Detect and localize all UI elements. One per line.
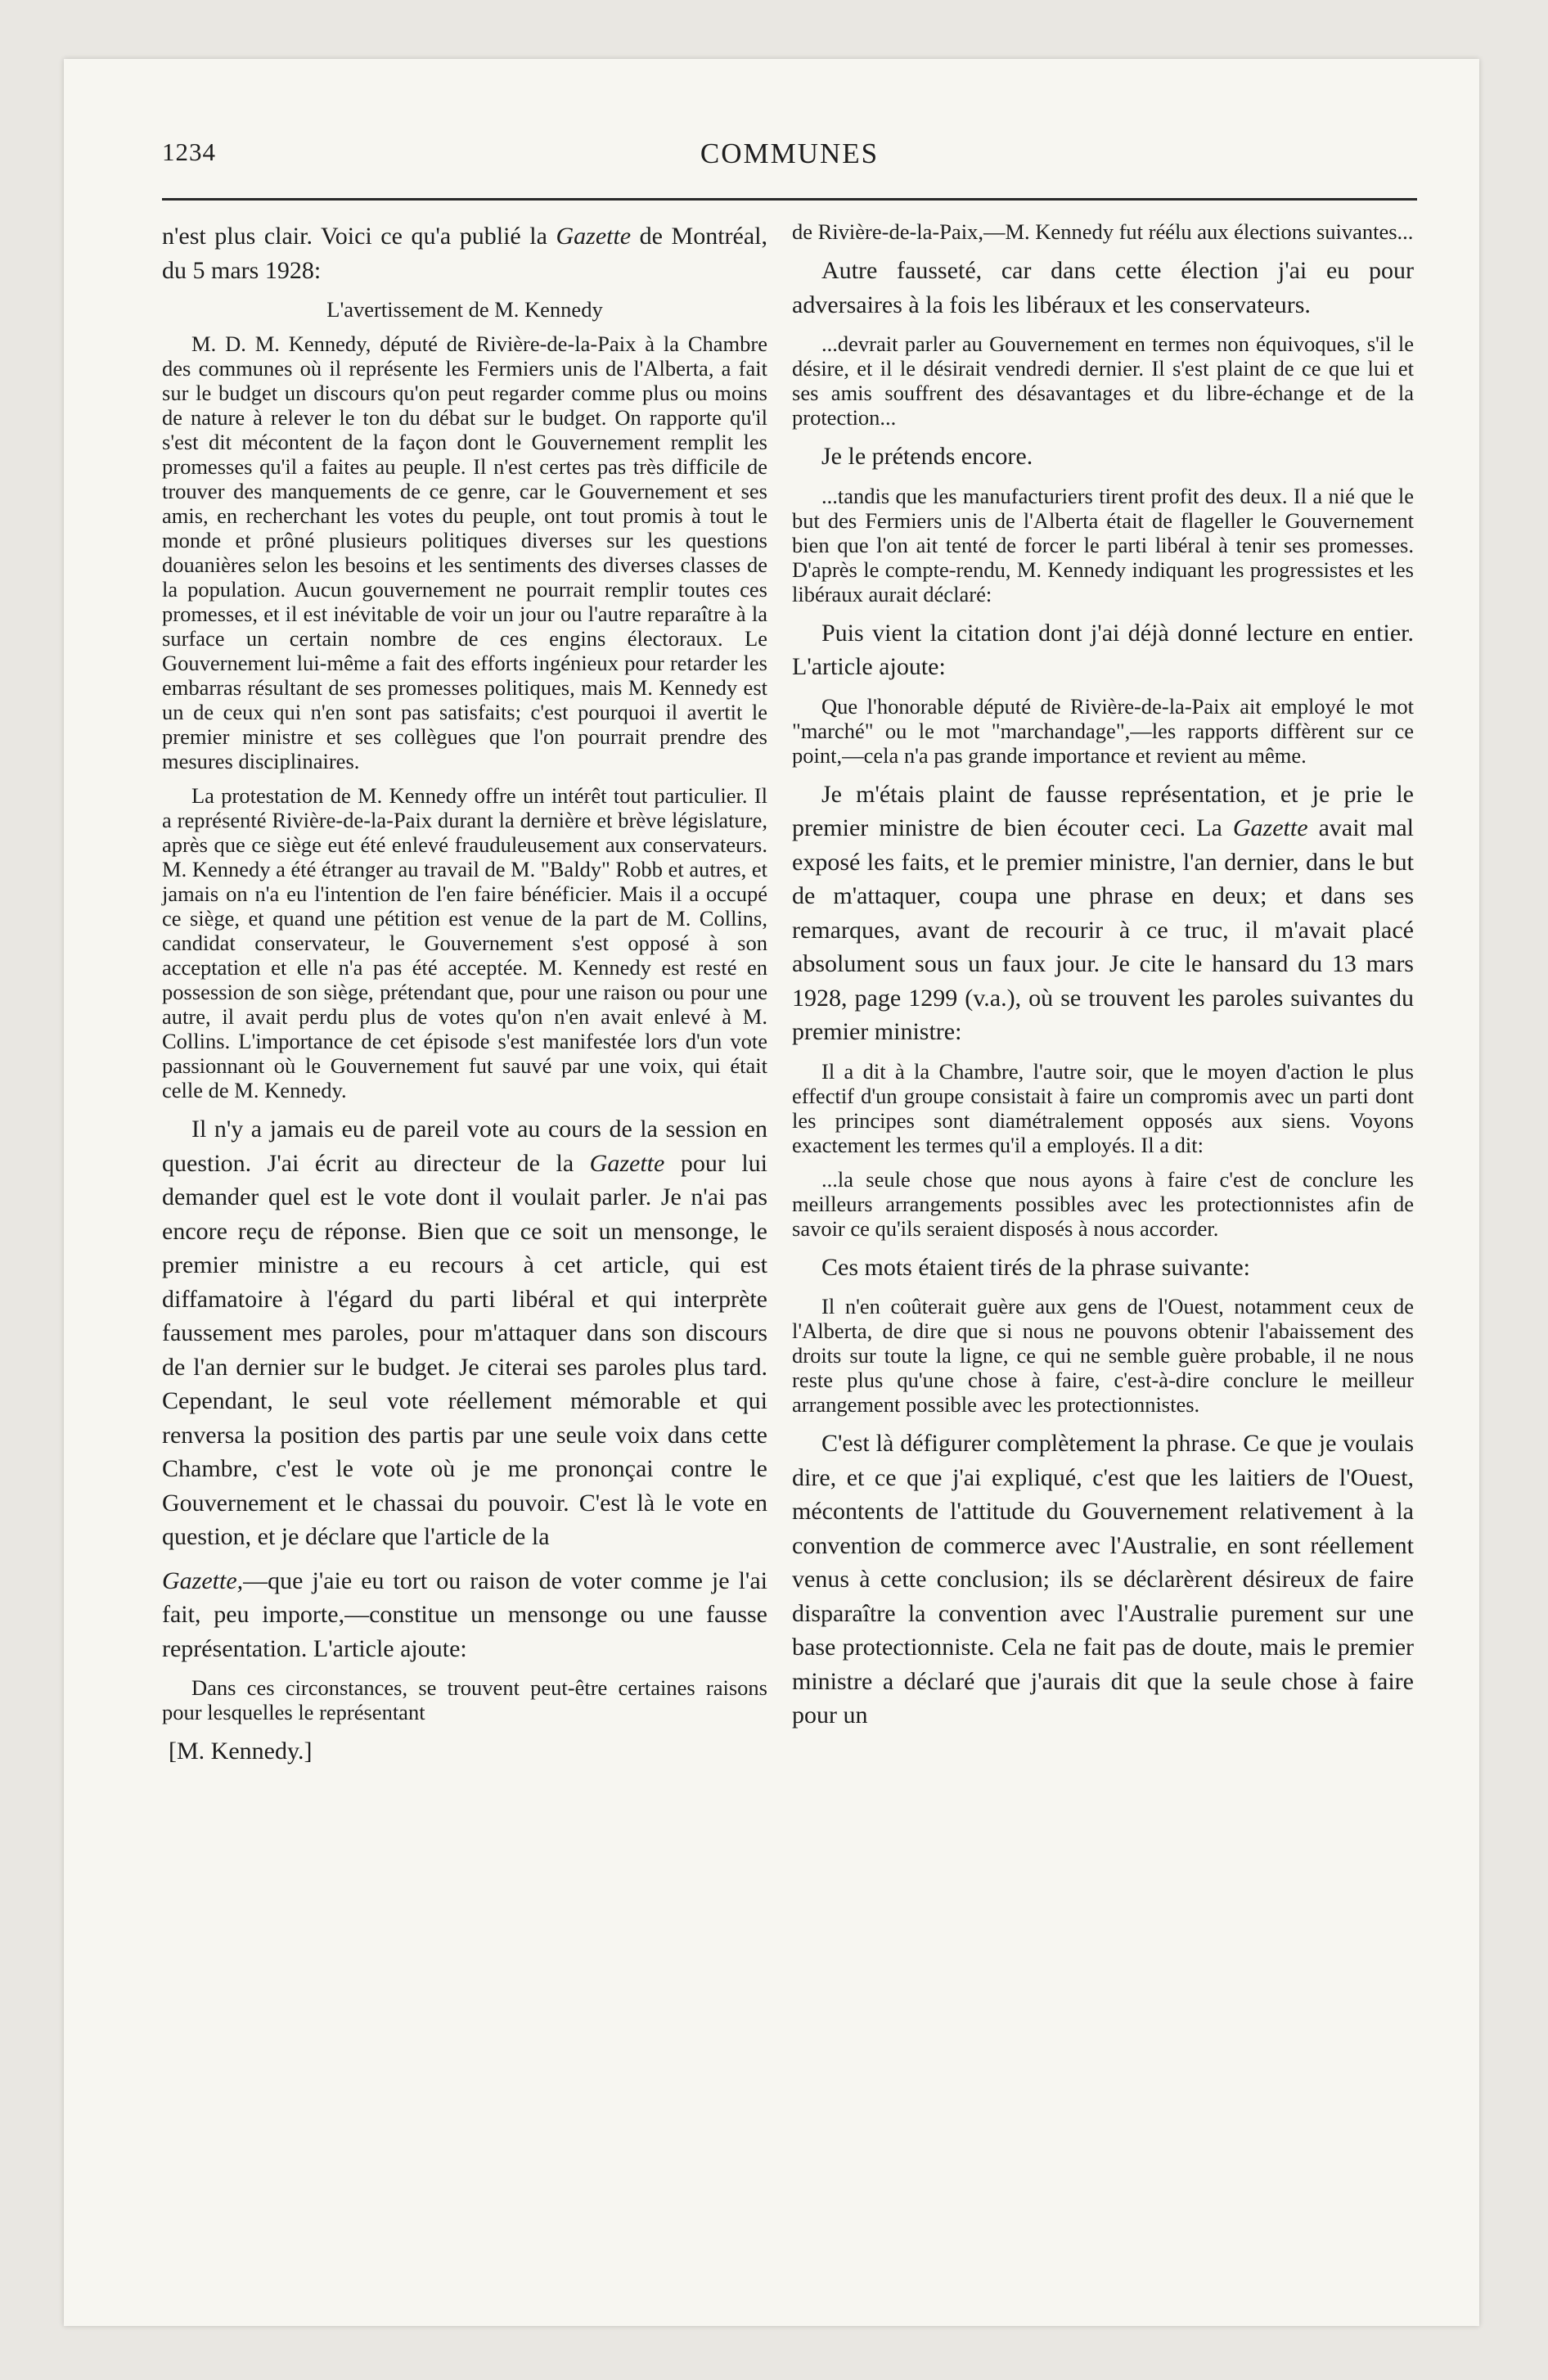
paragraph — [792, 778, 1414, 1049]
paragraph — [162, 1564, 767, 1666]
paragraph — [792, 254, 1414, 322]
quoted-paragraph — [792, 1167, 1414, 1241]
paragraph-text: Que l'honorable député de Rivière-de-la-Paix ait employé le mot "marché" ou le mot "marchandage",—les rapports diffèrent sur ce point,—cela n'a pas grande importance et revient au même. — [792, 693, 1414, 768]
paragraph-text-continued: pour lui demander quel est le vote dont il voulait parler. Je n'ai pas encore reçu de réponse. Bien que ce soit un mensonge, le premier ministre a eu recours à cet article, qui est diffamatoire à l'égard du parti libéral et qui interprète faussement mes paroles, pour m'attaquer dans son discours de l'an dernier sur le budget. Je citerai ses paroles plus tard. Cependant, le seul vote réellement mémorable et qui renversa la position des partis par une seule voix dans cette Chambre, c'est le vote où je me prononçai contre le Gouvernement et le chassai du pouvoir. C'est là le vote en question, et je déclare que l'article de la — [162, 1149, 768, 1550]
paragraph-text: ...tandis que les manufacturiers tirent profit des deux. Il a nié que le but des Fermiers unis de l'Alberta était de flageller le Gouvernement bien que l'on ait tenté de forcer le parti libéral à tenir ses promesses. D'après le compte-rendu, M. Kennedy indiquant les progressistes et les libéraux aurait déclaré: — [792, 483, 1414, 606]
paragraph — [162, 219, 767, 287]
paragraph-text: C'est là défigurer complètement la phrase. Ce que je voulais dire, et ce que j'ai expliqué, c'est que les laitiers de l'Ouest, mécontents de l'attitude du Gouvernement relativement à la convention de commerce avec l'Australie, en sont réellement venus à cette conclusion; ils se déclarèrent désireux de faire disparaître la convention avec l'Australie purement sur une base protectionniste. Cela ne fait pas de doute, mais le premier ministre a déclaré que j'aurais dit que la seule chose à faire pour un — [792, 1430, 1414, 1729]
quoted-paragraph — [162, 1675, 767, 1724]
paragraph-text: ...devrait parler au Gouvernement en termes non équivoques, s'il le désire, et il le désirait vendredi dernier. Il s'est plaint de ce que lui et ses amis souffrent des désavantages et du libre-échange et de la protection... — [792, 331, 1414, 430]
paragraph-text: ...la seule chose que nous ayons à faire c'est de conclure les meilleurs arrangements possibles avec les protectionnistes afin de savoir ce qu'ils seraient disposés à nous accorder. — [792, 1166, 1414, 1241]
publication-name: Gazette — [556, 223, 632, 250]
left-column — [162, 219, 767, 1778]
quoted-paragraph — [162, 783, 767, 1102]
paragraph-text: Il a dit à la Chambre, l'autre soir, que le moyen d'action le plus effectif d'un groupe consistait à faire un compromis avec un parti dont les principes sont diamétralement opposés aux siens. Voyons exactement les termes qu'il a employés. Il a dit: — [792, 1058, 1414, 1157]
paragraph-text: Il n'en coûterait guère aux gens de l'Ouest, notamment ceux de l'Alberta, de dire que si nous ne pouvons obtenir l'abaissement des droits sur toute la ligne, ce qui ne semble guère probable, il ne nous reste plus qu'une chose à faire, c'est-à-dire conclure le meilleur arrangement possible avec les protectionnistes. — [792, 1294, 1414, 1417]
paragraph — [792, 616, 1414, 684]
quoted-paragraph — [792, 694, 1414, 768]
quoted-paragraph — [792, 219, 1414, 244]
paragraph-text: Je m'étais plaint de fausse représentation, et je prie le premier ministre de bien écouter ceci. La — [792, 780, 1414, 841]
quoted-paragraph — [792, 331, 1414, 430]
paragraph-text: Je le prétends encore. — [821, 443, 1033, 470]
paragraph-text: n'est plus clair. Voici ce qu'a publié la — [162, 223, 556, 250]
paragraph — [792, 1427, 1414, 1733]
paragraph-text: La protestation de M. Kennedy offre un intérêt tout particulier. Il a représenté Rivière-de-la-Paix durant la dernière et brève législature, après que ce siège eut été enlevé frauduleusement aux conservateurs. M. Kennedy a été étranger au travail de M. "Baldy" Robb et autres, et jamais on n'a eu l'intention de l'en faire bénéficier. Mais il a occupé ce siège, et quand une pétition est venue de la part de M. Collins, candidat conservateur, le Gouvernement s'est opposé à son acceptation et elle n'a pas été acceptée. M. Kennedy est resté en possession de son siège, prétendant que, pour une raison ou pour une autre, il avait perdu plus de votes qu'on n'en avait enlevé à M. Collins. L'importance de cet épisode s'est manifestée lors d'un vote passionnant où le Gouvernement fut sauvé par une voix, qui était celle de M. Kennedy. — [162, 783, 767, 1102]
publication-name: Gazette — [589, 1149, 665, 1177]
paragraph-text: M. D. M. Kennedy, député de Rivière-de-la-Paix à la Chambre des communes où il représente les Fermiers unis de l'Alberta, a fait sur le budget un discours qu'on peut regarder comme plus ou moins de nature à relever le ton du débat sur le budget. On rapporte qu'il s'est dit mécontent de la façon dont le Gouvernement remplit les promesses qu'il a faites au peuple. Il n'est certes pas très difficile de trouver des manquements de ce genre, car le Gouvernement et ses amis, en recherchant les votes du peuple, ont tout promis à tout le monde et prôné plusieurs politiques diverses sur les questions douanières selon les besoins et les sentiments des diverses classes de la population. Aucun gouvernement ne pourrait remplir toutes ces promesses, et il est inévitable de voir un jour ou l'autre reparaître à la surface un certain nombre de ces engins électoraux. Le Gouvernement lui-même a fait des efforts ingénieux pour retarder les embarras résultant de ses promesses politiques, mais M. Kennedy est un de ceux qui n'en sont pas satisfaits; c'est pourquoi il avertit le premier ministre et ses collègues que l'on pourrait prendre des mesures disciplinaires. — [162, 331, 767, 773]
paragraph-text: Autre fausseté, car dans cette élection j'ai eu pour adversaires à la fois les libéraux et les conservateurs. — [792, 257, 1414, 318]
header-rule — [162, 198, 1417, 201]
publication-name: Gazette — [1232, 814, 1308, 841]
paragraph-text-continued: —que j'aie eu tort ou raison de voter comme je l'ai fait, peu importe,—constitue un mensonge ou une fausse représentation. L'article ajoute: — [162, 1566, 767, 1662]
paragraph-text: de Rivière-de-la-Paix,—M. Kennedy fut réélu aux élections suivantes... — [792, 219, 1414, 244]
paragraph-text: Dans ces circonstances, se trouvent peut-être certaines raisons pour lesquelles le représentant — [162, 1675, 767, 1724]
paragraph-text: L'avertissement de M. Kennedy — [326, 297, 603, 322]
page-header — [162, 137, 1417, 177]
quoted-paragraph — [792, 1059, 1414, 1157]
paragraph-text: Puis vient la citation dont j'ai déjà donné lecture en entier. L'article ajoute: — [792, 619, 1414, 680]
publication-name: Gazette, — [162, 1566, 244, 1594]
paragraph-text: Ces mots étaient tirés de la phrase suivante: — [821, 1253, 1251, 1281]
paragraph — [162, 1112, 767, 1554]
paragraph — [792, 439, 1414, 474]
right-column — [792, 219, 1414, 1742]
quoted-paragraph — [792, 484, 1414, 606]
paragraph-text-continued: avait mal exposé les faits, et le premier ministre, l'an dernier, dans le but de m'attaquer, coupa une phrase en deux; et dans ses remarques, avant de recourir à ce truc, il m'avait placé absolument sous un faux jour. Je cite le hansard du 13 mars 1928, page 1299 (v.a.), où se trouvent les paroles suivantes du premier ministre: — [792, 814, 1414, 1045]
paragraph — [792, 1251, 1414, 1285]
paragraph-text-continued: de Montréal, du 5 mars 1928: — [162, 223, 767, 284]
page-title: COMMUNES — [700, 137, 880, 169]
quoted-paragraph — [162, 331, 767, 773]
paragraph — [162, 1734, 767, 1769]
paragraph-text: Il n'y a jamais eu de pareil vote au cours de la session en question. J'ai écrit au directeur de la — [162, 1116, 767, 1177]
paragraph-text: [M. Kennedy.] — [169, 1738, 313, 1765]
quoted-paragraph — [792, 1294, 1414, 1417]
page-number: 1234 — [162, 137, 216, 166]
quoted-paragraph — [162, 297, 767, 322]
